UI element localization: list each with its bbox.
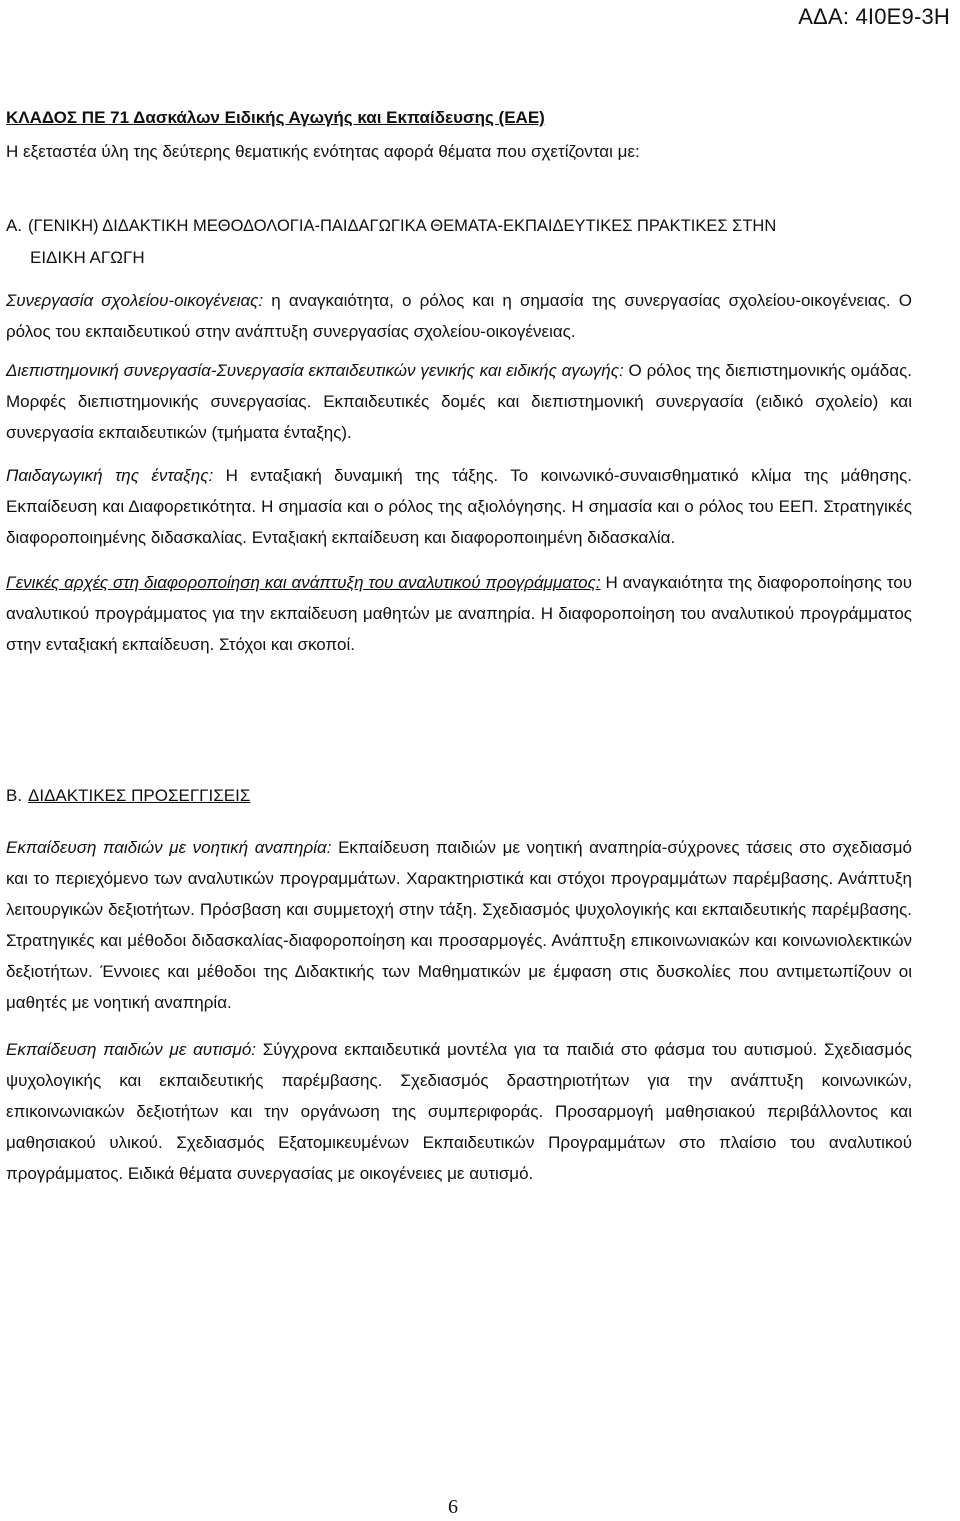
section-b-letter: Β. — [6, 786, 23, 805]
paragraph-intellectual-disability — [6, 832, 912, 1018]
branch-code: ΚΛΑΔΟΣ ΠΕ 71 — [6, 108, 130, 127]
paragraph-curriculum-differentiation — [6, 567, 912, 660]
section-a-heading — [6, 210, 912, 242]
paragraph-autism — [6, 1034, 912, 1189]
section-a-heading-line1: (ΓΕΝΙΚΗ) ΔΙΔΑΚΤΙΚΗ ΜΕΘΟΔΟΛΟΓΙΑ-ΠΑΙΔΑΓΩΓΙΚΑ ΘΕΜΑΤΑ-ΕΚΠΑΙΔΕΥΤΙΚΕΣ ΠΡΑΚΤΙΚΕΣ ΣΤΗΝ — [28, 217, 777, 235]
branch-name: Δασκάλων Ειδικής Αγωγής και Εκπαίδευσης (ΕΑΕ) — [133, 108, 545, 127]
intro-text: Η εξεταστέα ύλη της δεύτερης θεματικής ενότητας αφορά θέματα που σχετίζονται με: — [6, 142, 640, 161]
paragraph-text: Ο ρόλος της διεπιστημονικής ομάδας. Μορφές διεπιστημονικής συνεργασίας. Εκπαιδευτικές δομές και διεπιστημονική συνεργασία (ειδικό σχολείο) και συνεργασία εκπαιδευτικών (τμήματα ένταξης). — [6, 361, 912, 442]
ada-code: ΑΔΑ: 4Ι0Ε9-3Η — [798, 4, 950, 29]
paragraph-label: Παιδαγωγική της ένταξης: — [6, 466, 214, 485]
page-number: 6 — [448, 1496, 458, 1518]
paragraph-label: Συνεργασία σχολείου-οικογένειας: — [6, 291, 264, 310]
section-a-letter: Α. — [6, 216, 23, 235]
section-a-heading-line2: ΕΙΔΙΚΗ ΑΓΩΓΗ — [30, 248, 145, 267]
paragraph-inclusion-pedagogy — [6, 460, 912, 553]
paragraph-label: Εκπαίδευση παιδιών με νοητική αναπηρία: — [6, 838, 332, 857]
paragraph-school-family — [6, 285, 912, 347]
paragraph-text: Η ενταξιακή δυναμική της τάξης. Το κοινωνικό-συναισθηματικό κλίμα της μάθησης. Εκπαίδευση και Διαφορετικότητα. Η σημασία και ο ρόλος της αξιολόγησης. Η σημασία και ο ρόλος του ΕΕΠ. Στρατηγικές διαφοροποιημένης διδασκαλίας. Ενταξιακή εκπαίδευση και διαφοροποιημένη διδασκαλία. — [6, 466, 912, 547]
section-b-heading-text: ΔΙΔΑΚΤΙΚΕΣ ΠΡΟΣΕΓΓΙΣΕΙΣ — [28, 786, 251, 805]
paragraph-interdisciplinary — [6, 355, 912, 448]
paragraph-text: Η αναγκαιότητα της διαφοροποίησης του αναλυτικού προγράμματος για την εκπαίδευση μαθητών με αναπηρία. Η διαφοροποίηση του αναλυτικού προγράμματος στην ενταξιακή εκπαίδευση. Στόχοι και σκοποί. — [6, 573, 912, 654]
paragraph-text: η αναγκαιότητα, ο ρόλος και η σημασία της συνεργασίας σχολείου-οικογένειας. Ο ρόλος του εκπαιδευτικού στην ανάπτυξη συνεργασίας σχολείου-οικογένειας. — [6, 291, 912, 341]
paragraph-label: Γενικές αρχές στη διαφοροποίηση και ανάπτυξη του αναλυτικού προγράμματος: — [6, 573, 601, 592]
section-b-heading — [6, 786, 912, 806]
paragraph-text: Εκπαίδευση παιδιών με νοητική αναπηρία-σύχρονες τάσεις στο σχεδιασμό και το περιεχόμενο των αναλυτικών προγραμμάτων. Χαρακτηριστικά και στόχοι προγραμμάτων παρέμβασης. Ανάπτυξη λειτουργικών δεξιοτήτων. Πρόσβαση και συμμετοχή στην τάξη. Σχεδιασμός ψυχολογικής και εκπαιδευτικής παρέμβασης. Στρατηγικές και μέθοδοι διδασκαλίας-διαφοροποίηση και προσαρμογές. Ανάπτυξη επικοινωνιακών και κοινωνιολεκτικών δεξιοτήτων. Έννοιες και μέθοδοι της Διδακτικής των Μαθηματικών με έμφαση στις δυσκολίες που αντιμετωπίζουν οι μαθητές με νοητική αναπηρία. — [6, 838, 912, 1012]
document-body — [6, 108, 912, 1189]
paragraph-text: Σύγχρονα εκπαιδευτικά μοντέλα για τα παιδιά στο φάσμα του αυτισμού. Σχεδιασμός ψυχολογικής και εκπαιδευτικής παρέμβασης. Σχεδιασμός δραστηριοτήτων για την ανάπτυξη κοινωνικών, επικοινωνιακών δεξιοτήτων και την οργάνωση της συμπεριφοράς. Προσαρμογή μαθησιακού περιβάλλοντος και μαθησιακού υλικού. Σχεδιασμός Εξατομικευμένων Εκπαιδευτικών Προγραμμάτων στο πλαίσιο του αναλυτικού προγράμματος. Ειδικά θέματα συνεργασίας με οικογένειες με αυτισμό. — [6, 1040, 912, 1183]
branch-title — [6, 108, 912, 128]
paragraph-label: Εκπαίδευση παιδιών με αυτισμό: — [6, 1040, 257, 1059]
paragraph-label: Διεπιστημονική συνεργασία-Συνεργασία εκπαιδευτικών γενικής και ειδικής αγωγής: — [6, 361, 624, 380]
